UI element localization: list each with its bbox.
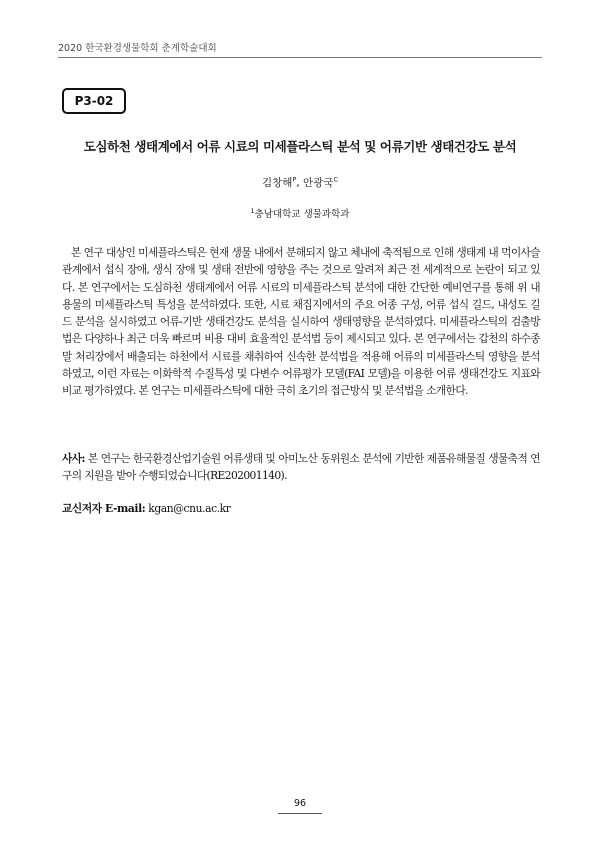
- acknowledgement: [62, 450, 540, 485]
- author-1: 김창해: [261, 177, 293, 189]
- author-2-mark: C: [333, 175, 339, 184]
- affiliation: [0, 206, 600, 220]
- page-number-rule: [278, 813, 322, 814]
- page-number: 96: [293, 798, 307, 809]
- affiliation-mark: 1: [250, 206, 255, 215]
- author-separator: ,: [296, 177, 304, 189]
- author-1-mark: P: [292, 175, 297, 184]
- acknowledgement-label: 사사:: [62, 452, 85, 465]
- running-header: 2020 한국환경생물학회 춘계학술대회: [58, 43, 217, 54]
- header-rule: [58, 57, 542, 58]
- authors: [0, 175, 600, 190]
- presentation-code: P3-02: [62, 88, 126, 114]
- affiliation-text: 충남대학교 생물과학과: [254, 209, 350, 220]
- abstract-body: 본 연구 대상인 미세플라스틱은 현재 생물 내에서 분해되지 않고 체내에 축적됨으로 인해 생태계 내 먹이사슬관계에서 섭식 장애, 생식 장애 및 생태 전반에 영향을 주는 것으로 알려져 최근 전 세계적으로 논란이 되고 있다. 본 연구에서는 도심하천 생태계에서 어류 시료의 미세플라스틱 분석에 대한 간단한 예비연구를 통해 위 내용물의 미세플라스틱 특성을 분석하였다. 또한, 시료 채집지에서의 주요 어종 구성, 어류 섭식 길드, 내성도 길드 분석을 실시하였고 어류-기반 생태건강도 분석을 실시하여 생태영향을 분석하였다. 미세플라스틱의 검출방법은 다양하나 최근 더욱 빠르며 비용 대비 효율적인 분석법 등이 제시되고 있다. 본 연구에서는 갑천의 하수종말 처리장에서 배출되는 하천에서 시료를 채취하여 신속한 분석법을 적용해 어류의 미세플라스틱 영향을 분석하였고, 이런 자료는 이화학적 수질특성 및 다변수 어류평가 모델(FAI 모델)을 이용한 어류 생태건강도 지표와 비교 평가하였다. 본 연구는 미세플라스틱에 대한 극히 초기의 접근방식 및 분석법을 소개한다.: [62, 246, 540, 398]
- author-2: 안광국: [303, 177, 334, 189]
- corresponding-email[interactable]: kgan@cnu.ac.kr: [145, 502, 231, 515]
- corresponding-author: [62, 501, 230, 516]
- paper-title: 도심하천 생태계에서 어류 시료의 미세플라스틱 분석 및 어류기반 생태건강도 분석: [83, 139, 517, 154]
- corresponding-label: 교신저자 E-mail:: [62, 502, 146, 515]
- acknowledgement-text: 본 연구는 한국환경산업기술원 어류생태 및 아미노산 동위원소 분석에 기반한 제품유해물질 생물축적 연구의 지원을 받아 수행되었습니다(RE202001140).: [62, 452, 540, 483]
